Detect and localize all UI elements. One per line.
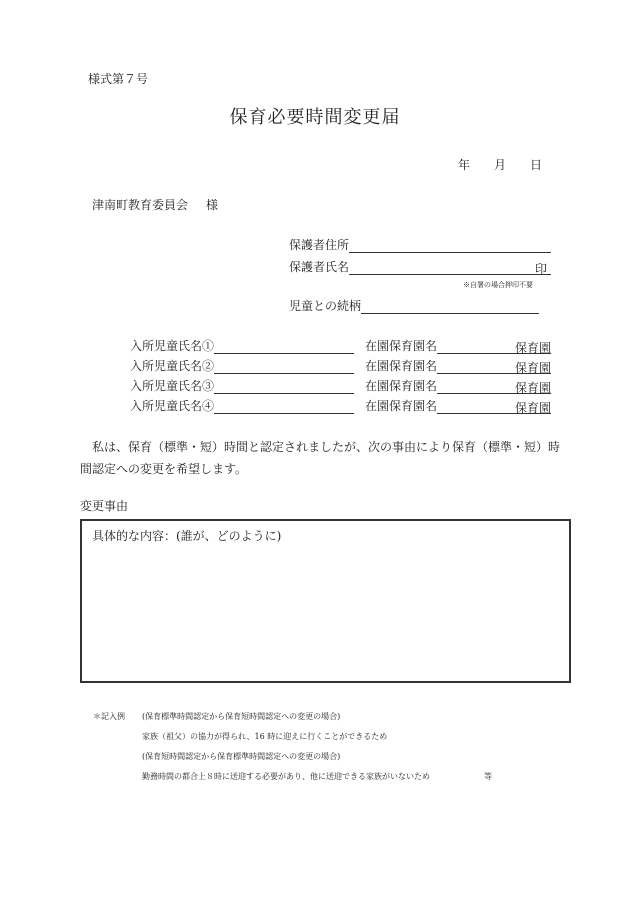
seal-mark: 印	[535, 262, 548, 276]
example-case2-text: 勤務時間の都合上８時に送迎する必要があり、他に送迎できる家族がいないため	[142, 772, 430, 781]
guardian-address-field[interactable]	[349, 238, 551, 253]
example-case2-header: (保育短時間認定から保育標準時間認定への変更の場合)	[142, 752, 341, 761]
addressee	[92, 196, 218, 213]
nursery-field[interactable]	[437, 379, 551, 394]
nursery-label: 在園保育園名	[365, 399, 438, 413]
child-row-4	[130, 397, 354, 413]
nursery-label: 在園保育園名	[365, 379, 438, 393]
child-name-field[interactable]	[214, 339, 354, 354]
nursery-label: 在園保育園名	[365, 359, 438, 373]
child-row-1	[130, 337, 354, 353]
example-prefix: ＊記入例	[93, 712, 125, 721]
guardian-address-row	[289, 236, 551, 252]
date-day-label: 日	[530, 158, 543, 172]
relation-row	[289, 297, 539, 313]
nursery-suffix: 保育園	[515, 401, 552, 415]
child-name-field[interactable]	[214, 359, 354, 374]
child-name-label: 入所児童氏名②	[130, 359, 215, 373]
guardian-address-label: 保護者住所	[289, 238, 350, 252]
nursery-label: 在園保育園名	[365, 339, 438, 353]
child-nursery-row-4	[365, 397, 551, 413]
reason-heading: 変更事由	[80, 499, 129, 513]
reason-box-label: 具体的な内容：(誰が、どのように)	[92, 529, 282, 543]
guardian-name-row	[289, 258, 551, 274]
date-year-label: 年	[458, 158, 471, 172]
child-nursery-row-2	[365, 357, 551, 373]
example-etc: 等	[484, 772, 492, 781]
relation-label: 児童との続柄	[289, 299, 362, 313]
child-name-field[interactable]	[214, 379, 354, 394]
form-number: 様式第７号	[88, 72, 149, 86]
child-name-label: 入所児童氏名①	[130, 339, 215, 353]
reason-textbox[interactable]	[80, 519, 571, 683]
guardian-name-field[interactable]	[349, 260, 551, 275]
child-nursery-row-3	[365, 377, 551, 393]
nursery-field[interactable]	[437, 359, 551, 374]
date-month-label: 月	[494, 158, 507, 172]
example-case1-header: (保育標準時間認定から保育短時間認定への変更の場合)	[142, 712, 341, 721]
page-title: 保育必要時間変更届	[229, 107, 401, 128]
addressee-honorific: 様	[206, 198, 219, 212]
nursery-suffix: 保育園	[515, 361, 552, 375]
nursery-suffix: 保育園	[515, 381, 552, 395]
child-row-3	[130, 377, 354, 393]
child-nursery-row-1	[365, 337, 551, 353]
relation-field[interactable]	[361, 299, 539, 314]
nursery-field[interactable]	[437, 399, 551, 414]
statement-paragraph: 私は、保育（標準・短）時間と認定されましたが、次の事由により保育（標準・短）時間認定への変更を希望します。	[80, 440, 561, 476]
addressee-name: 津南町教育委員会	[92, 198, 189, 212]
child-row-2	[130, 357, 354, 373]
child-name-label: 入所児童氏名④	[130, 399, 215, 413]
child-name-label: 入所児童氏名③	[130, 379, 215, 393]
child-name-field[interactable]	[214, 399, 354, 414]
seal-note: ※自署の場合押印不要	[463, 281, 533, 289]
nursery-field[interactable]	[437, 339, 551, 354]
example-case1-text: 家族（祖父）の協力が得られ、16 時に迎えに行くことができるため	[142, 732, 388, 741]
nursery-suffix: 保育園	[515, 341, 552, 355]
guardian-name-label: 保護者氏名	[289, 260, 350, 274]
